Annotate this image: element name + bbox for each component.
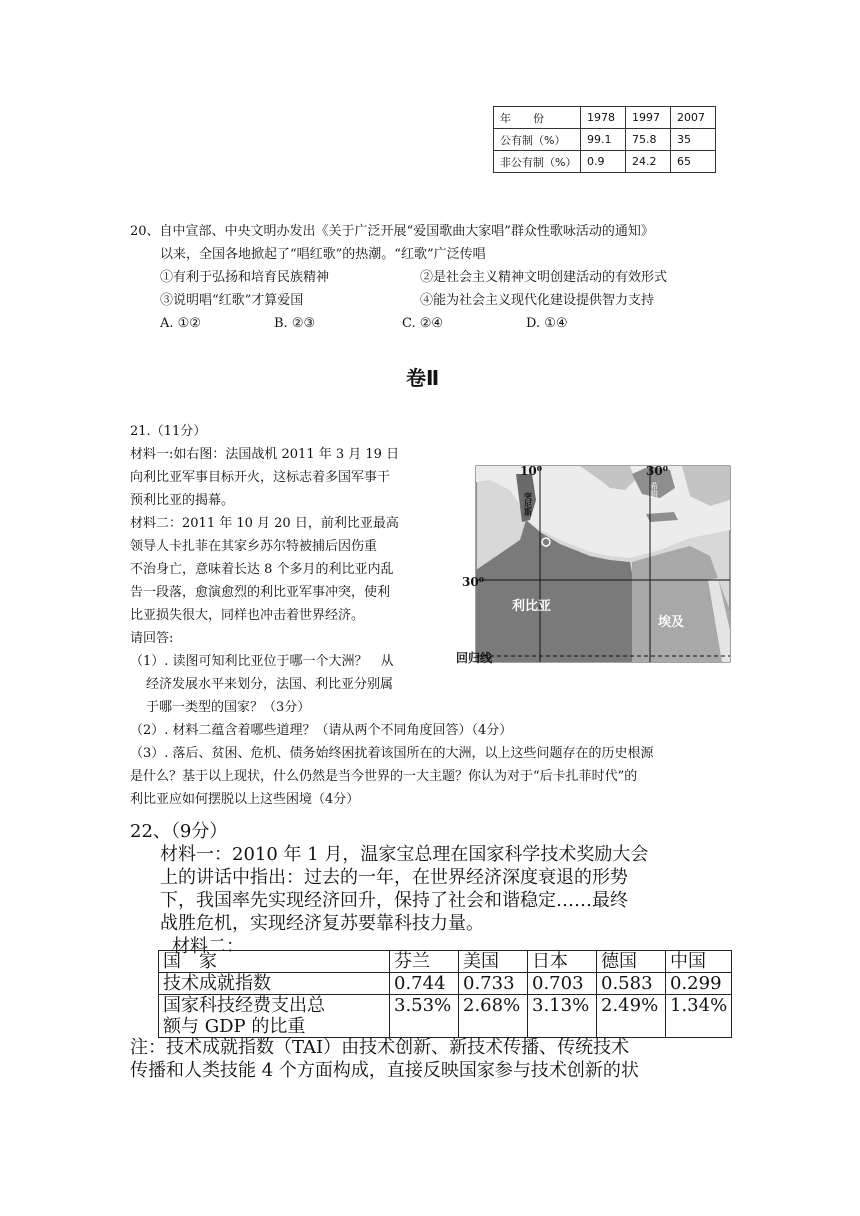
table-cell: 0.744 [390, 973, 459, 995]
sub-question-2: （2）. 材料二蕴含着哪些道理？（请从两个不同角度回答）（4分） [130, 723, 513, 738]
table-cell: 国 家 [159, 951, 390, 973]
table-cell: 75.8 [626, 129, 671, 151]
table-cell: 0.703 [528, 973, 597, 995]
material-text: 战胜危机，实现经济复苏要靠科技力量。 [160, 913, 484, 934]
option-4: ④能为社会主义现代化建设提供智力支持 [420, 293, 655, 308]
answer-row [130, 312, 850, 335]
question-21-continued [130, 719, 850, 811]
longitude-label-10: 10⁰ [520, 464, 542, 478]
material-text: 材料二：2011 年 10 月 20 日，前利比亚最高 [130, 516, 399, 531]
question-text: 20、自中宣部、中央文明办发出《关于广泛开展“爱国歌曲大家唱”群众性歌咏活动的通知》 [130, 224, 654, 239]
table-row [494, 129, 716, 151]
table-cell: 99.1 [581, 129, 626, 151]
sub-question-1: 经济发展水平来划分，法国、利比亚分别属 [146, 677, 394, 692]
material-text: 请回答: [130, 631, 174, 646]
question-heading: 22、（9分） [130, 821, 228, 842]
option-row [130, 289, 850, 312]
table-cell: 2007 [671, 107, 716, 129]
table-row [159, 973, 732, 995]
material-text: 预利比亚的揭幕。 [130, 493, 235, 508]
latitude-label-30: 30⁰ [462, 575, 484, 589]
table-cell: 芬兰 [390, 951, 459, 973]
table-cell: 3.13% [528, 995, 597, 1038]
ownership-table [493, 106, 716, 173]
table-cell: 技术成就指数 [159, 973, 390, 995]
material-text: 材料一：2010 年 1 月，温家宝总理在国家科学技术奖励大会 [160, 844, 649, 865]
option-2: ②是社会主义精神文明创建活动的有效形式 [420, 270, 668, 285]
row-label: 国家科技经费支出总 [163, 995, 325, 1016]
table-cell: 中国 [666, 951, 732, 973]
table-cell: 德国 [597, 951, 666, 973]
material-text: 上的讲话中指出：过去的一年，在世界经济深度衰退的形势 [160, 867, 628, 888]
table-cell: 日本 [528, 951, 597, 973]
sub-question-3: 是什么？基于以上现状，什么仍然是当今世界的一大主题？你认为对于“后卡扎菲时代”的 [130, 769, 638, 784]
note-text: 注：技术成就指数（TAI）由技术创新、新技术传播、传统技术 [130, 1037, 630, 1058]
material-text: 向利比亚军事目标开火，这标志着多国军事干 [130, 470, 391, 485]
table-note [130, 1036, 850, 1082]
table-cell: 2.68% [459, 995, 528, 1038]
table-cell: 1.34% [666, 995, 732, 1038]
table-cell: 0.299 [666, 973, 732, 995]
table-cell: 年 份 [494, 107, 581, 129]
option-3: ③说明唱“红歌”才算爱国 [160, 293, 304, 308]
option-row [130, 266, 850, 289]
sub-question-1: （1）. 读图可知利比亚位于哪一个大洲？ 从 [130, 654, 394, 669]
table-cell: 0.583 [597, 973, 666, 995]
row-label: 额与 GDP 的比重 [163, 1016, 306, 1037]
option-1: ①有利于弘扬和培育民族精神 [160, 270, 330, 285]
sub-question-1: 于哪一类型的国家？（3分） [146, 700, 311, 715]
table-cell [159, 995, 390, 1038]
question-heading: 21.（11分） [130, 424, 207, 439]
table-cell: 65 [671, 151, 716, 173]
answer-a: A. ①② [160, 316, 201, 331]
table-cell: 2.49% [597, 995, 666, 1038]
answer-c: C. ②④ [402, 316, 444, 331]
material-text: 领导人卡扎菲在其家乡苏尔特被捕后因伤重 [130, 539, 378, 554]
table-cell: 公有制（%） [494, 129, 581, 151]
sub-question-3: （3）. 落后、贫困、危机、债务始终困扰着该国所在的大洲，以上这些问题存在的历史根源 [130, 746, 654, 761]
material-text: 比亚损失很大，同样也冲击着世界经济。 [130, 608, 365, 623]
table-row [494, 107, 716, 129]
table-row [494, 151, 716, 173]
table-row [159, 995, 732, 1038]
material-text: 材料一:如右图：法国战机 2011 年 3 月 19 日 [130, 447, 400, 462]
answer-d: D. ①④ [526, 316, 568, 331]
material-text: 材料二： [172, 936, 244, 957]
tropic-label: 回归线 [456, 651, 493, 665]
table-cell: 1997 [626, 107, 671, 129]
material-text: 下，我国率先实现经济回升，保持了社会和谐稳定……最终 [160, 890, 628, 911]
table-cell: 3.53% [390, 995, 459, 1038]
libya-label: 利比亚 [512, 599, 552, 614]
table-cell: 24.2 [626, 151, 671, 173]
table-cell: 1978 [581, 107, 626, 129]
table-cell: 美国 [459, 951, 528, 973]
answer-b: B. ②③ [274, 316, 316, 331]
longitude-label-30: 30⁰ [646, 464, 668, 478]
greece-label: 希腊 [649, 482, 659, 498]
question-20 [130, 220, 850, 335]
note-text: 传播和人类技能 4 个方面构成，直接反映国家参与技术创新的状 [130, 1060, 639, 1081]
sub-question-3: 利比亚应如何摆脱以上这些困境（4分） [130, 792, 360, 807]
table-cell: 0.733 [459, 973, 528, 995]
question-21 [130, 420, 470, 719]
egypt-label: 埃及 [658, 615, 685, 630]
tunisia-label: 突尼斯 [523, 492, 533, 516]
libya-map [456, 460, 735, 670]
table-cell: 35 [671, 129, 716, 151]
tech-table [158, 950, 732, 1038]
question-22 [130, 820, 840, 958]
table-cell: 非公有制（%） [494, 151, 581, 173]
volume-title: 卷Ⅱ [406, 366, 440, 390]
question-text: 以来，全国各地掀起了“唱红歌”的热潮。“红歌”广泛传唱 [160, 247, 486, 262]
table-cell: 0.9 [581, 151, 626, 173]
table-row [159, 951, 732, 973]
material-text: 告一段落，愈演愈烈的利比亚军事冲突，使利 [130, 585, 391, 600]
material-text: 不治身亡，意味着长达 8 个多月的利比亚内乱 [130, 562, 394, 577]
